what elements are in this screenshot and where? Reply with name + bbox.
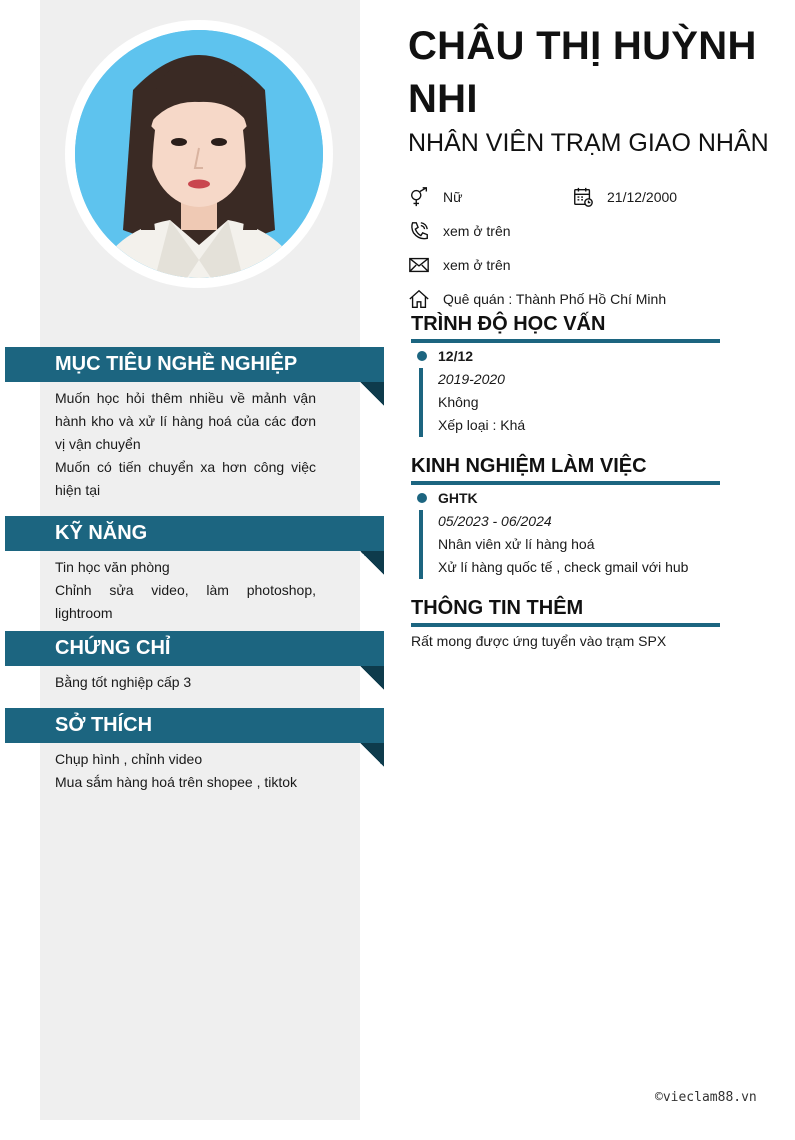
skills-line: Chỉnh sửa video, làm photoshop, lightroom (55, 582, 316, 621)
certificates-header: CHỨNG CHỈ (5, 631, 384, 666)
timeline-bar (419, 510, 423, 579)
gender-value: Nữ (443, 189, 463, 205)
education-header: TRÌNH ĐỘ HỌC VẤN (411, 311, 720, 343)
skills-body (55, 556, 316, 625)
experience-timeline (411, 487, 751, 579)
education-date: 2019-2020 (438, 371, 505, 387)
portrait-image (75, 30, 323, 278)
experience-header: KINH NGHIỆM LÀM VIỆC (411, 453, 720, 485)
avatar-photo (75, 30, 323, 278)
home-icon (408, 288, 430, 310)
experience-date: 05/2023 - 06/2024 (438, 513, 552, 529)
full-name: CHÂU THỊ HUỲNH NHI (408, 24, 757, 121)
education-line: Không (438, 394, 479, 410)
email-value: xem ở trên (443, 257, 511, 273)
objective-header: MỤC TIÊU NGHỀ NGHIỆP (5, 347, 384, 382)
education-timeline (411, 345, 751, 437)
experience-entry-title: GHTK (438, 490, 478, 506)
hobbies-line: Chụp hình , chỉnh video (55, 751, 203, 767)
hobbies-header: SỞ THÍCH (5, 708, 384, 743)
objective-body (55, 387, 316, 502)
mail-icon (408, 254, 430, 276)
education-line: Xếp loại : Khá (438, 417, 526, 433)
extra-info-header: THÔNG TIN THÊM (411, 595, 720, 627)
info-hometown (408, 288, 666, 310)
experience-line: Nhân viên xử lí hàng hoá (438, 536, 595, 552)
birthdate-value: 21/12/2000 (607, 189, 678, 205)
skills-line: Tin học văn phòng (55, 559, 170, 575)
hobbies-line: Mua sắm hàng hoá trên shopee , tiktok (55, 774, 298, 790)
avatar (65, 20, 333, 288)
info-phone (408, 220, 511, 242)
calendar-icon (572, 186, 594, 208)
info-birthdate (572, 186, 677, 208)
skills-header: KỸ NĂNG (5, 516, 384, 551)
objective-line: Muốn học hỏi thêm nhiều về mảnh vận hành kho và xử lí hàng hoá của các đơn vị vận chuyển (55, 390, 316, 452)
phone-icon (408, 220, 430, 242)
timeline-dot (417, 351, 427, 361)
education-entry-title: 12/12 (438, 348, 474, 364)
certificates-body (55, 671, 316, 694)
phone-value: xem ở trên (443, 223, 511, 239)
hometown-value: Quê quán : Thành Phố Hồ Chí Minh (443, 291, 667, 307)
extra-info-text: Rất mong được ứng tuyển vào trạm SPX (411, 633, 667, 649)
objective-line: Muốn có tiến chuyển xa hơn công việc hiện tại (55, 459, 316, 498)
job-title: NHÂN VIÊN TRẠM GIAO NHÂN (408, 129, 769, 157)
certificates-line: Bằng tốt nghiệp cấp 3 (55, 674, 192, 690)
timeline-bar (419, 368, 423, 437)
info-email (408, 254, 511, 276)
info-gender (408, 186, 462, 208)
hobbies-body (55, 748, 316, 794)
certificates-fold (360, 666, 384, 690)
objective-fold (360, 382, 384, 406)
experience-line: Xử lí hàng quốc tế , check gmail với hub (438, 559, 689, 575)
gender-icon (408, 186, 430, 208)
timeline-dot (417, 493, 427, 503)
footer-watermark: ©vieclam88.vn (655, 1090, 757, 1105)
hobbies-fold (360, 743, 384, 767)
skills-fold (360, 551, 384, 575)
